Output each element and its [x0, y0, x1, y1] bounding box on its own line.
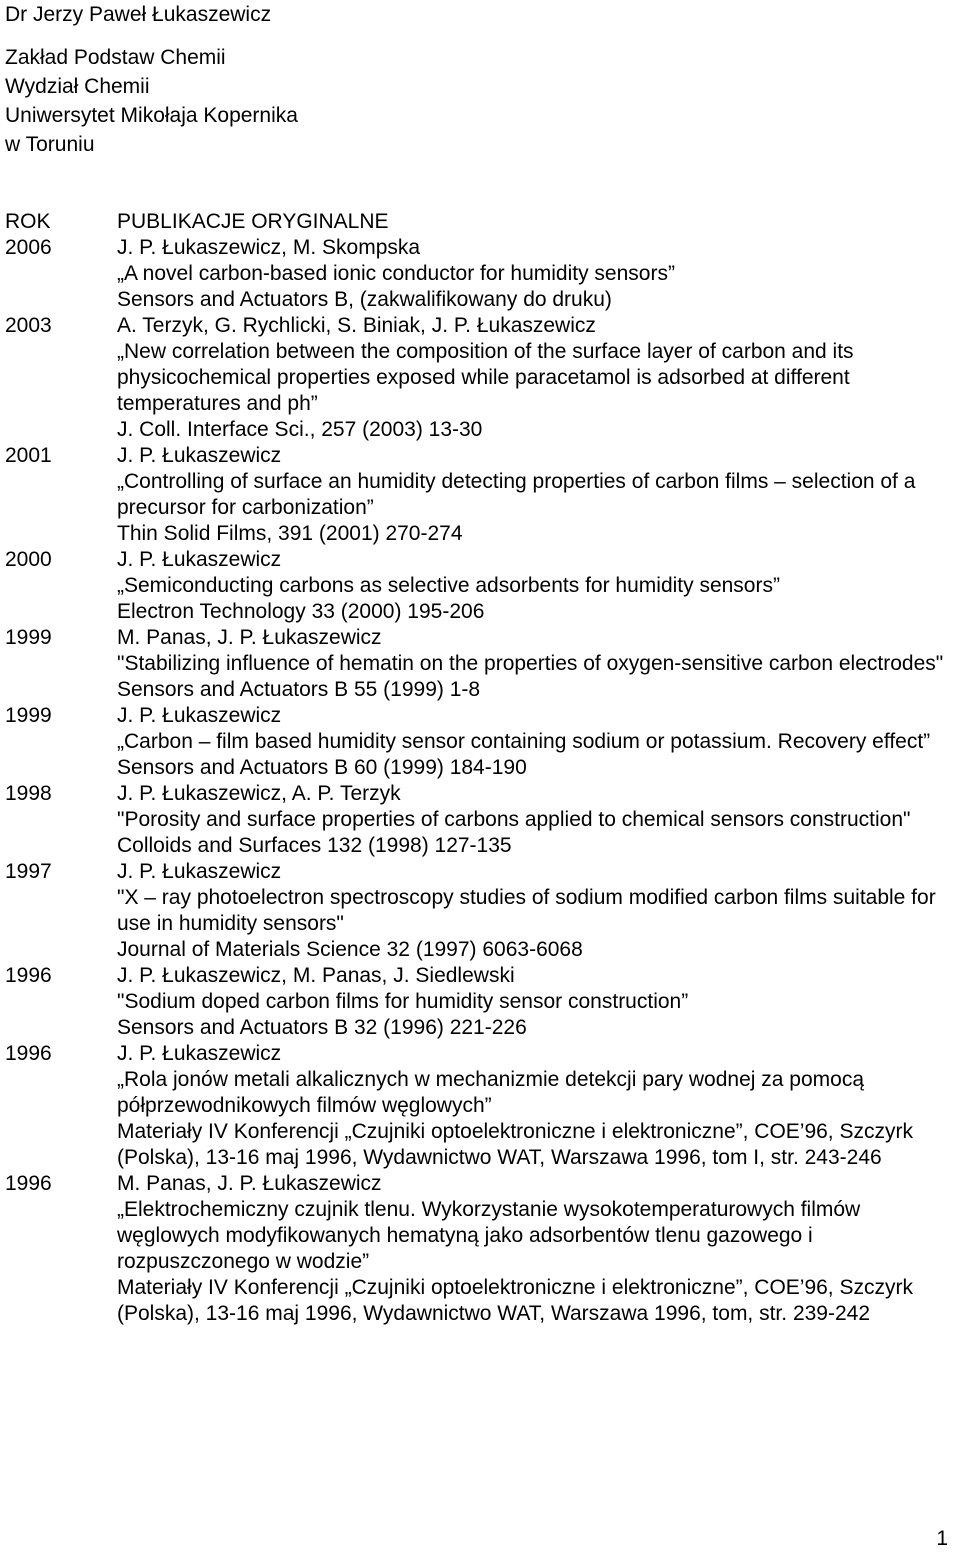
publication-row — [5, 781, 960, 859]
publication-details — [117, 443, 960, 547]
publication-source: Electron Technology 33 (2000) 195-206 — [117, 600, 485, 623]
publication-row — [5, 1041, 960, 1171]
publication-year: 1999 — [5, 626, 52, 649]
publication-authors: A. Terzyk, G. Rychlicki, S. Biniak, J. P. Łukaszewicz — [117, 314, 596, 337]
publication-source: Sensors and Actuators B 55 (1999) 1-8 — [117, 678, 481, 701]
publication-details — [117, 859, 960, 963]
publication-title: „Carbon – film based humidity sensor containing sodium or potassium. Recovery effect” — [117, 730, 931, 753]
publication-title: „Elektrochemiczny czujnik tlenu. Wykorzystanie wysokotemperaturowych filmów węglowych modyfikowanych hematyną jako adsorbentów tlenu gazowego i rozpuszczonego w wodzie” — [117, 1198, 861, 1273]
publication-source: J. Coll. Interface Sci., 257 (2003) 13-30 — [117, 418, 483, 441]
publication-year: 1996 — [5, 1042, 52, 1065]
column-header-publications: PUBLIKACJE ORYGINALNE — [117, 210, 389, 233]
document-page — [5, 0, 960, 1327]
publication-authors: J. P. Łukaszewicz — [117, 704, 282, 727]
publication-row — [5, 859, 960, 963]
affiliation-line: Wydział Chemii — [5, 75, 150, 98]
publication-authors: J. P. Łukaszewicz, A. P. Terzyk — [117, 782, 401, 805]
publication-year: 1999 — [5, 704, 52, 727]
publication-authors: J. P. Łukaszewicz, M. Skompska — [117, 236, 421, 259]
publication-title: „Rola jonów metali alkalicznych w mechanizmie detekcji pary wodnej za pomocą półprzewodnikowych filmów węglowych” — [117, 1068, 864, 1117]
publication-details — [117, 1041, 960, 1171]
publication-year: 1996 — [5, 964, 52, 987]
publication-details — [117, 313, 960, 443]
publication-row — [5, 547, 960, 625]
publication-source: Journal of Materials Science 32 (1997) 6063-6068 — [117, 938, 583, 961]
publication-title: „Controlling of surface an humidity detecting properties of carbon films – selection of a precursor for carbonization” — [117, 470, 916, 519]
publication-details — [117, 235, 960, 313]
publication-row — [5, 235, 960, 313]
publication-source: Colloids and Surfaces 132 (1998) 127-135 — [117, 834, 512, 857]
table-header — [5, 209, 960, 235]
publication-title: "Sodium doped carbon films for humidity sensor construction” — [117, 990, 689, 1013]
publication-details — [117, 547, 960, 625]
publication-authors: J. P. Łukaszewicz — [117, 444, 282, 467]
publication-row — [5, 1171, 960, 1327]
column-header-year: ROK — [5, 210, 51, 233]
publication-row — [5, 313, 960, 443]
publication-year: 1998 — [5, 782, 52, 805]
publication-source: Thin Solid Films, 391 (2001) 270-274 — [117, 522, 463, 545]
affiliation-line: Uniwersytet Mikołaja Kopernika — [5, 104, 298, 127]
author-name: Dr Jerzy Paweł Łukaszewicz — [5, 3, 272, 26]
publication-authors: J. P. Łukaszewicz — [117, 860, 282, 883]
publication-source: Materiały IV Konferencji „Czujniki optoelektroniczne i elektroniczne”, COE’96, Szczyrk (Polska), 13-16 maj 1996, Wydawnictwo WAT, Warszawa 1996, tom I, str. 243-246 — [117, 1120, 913, 1169]
publication-source: Sensors and Actuators B 60 (1999) 184-190 — [117, 756, 527, 779]
publication-year: 2001 — [5, 444, 52, 467]
publication-source: Materiały IV Konferencji „Czujniki optoelektroniczne i elektroniczne”, COE’96, Szczyrk (Polska), 13-16 maj 1996, Wydawnictwo WAT, Warszawa 1996, tom, str. 239-242 — [117, 1276, 913, 1325]
publication-details — [117, 781, 960, 859]
publication-year: 2003 — [5, 314, 52, 337]
publication-year: 2000 — [5, 548, 52, 571]
publication-row — [5, 703, 960, 781]
page-number: 1 — [936, 1527, 948, 1550]
affiliation-line: Zakład Podstaw Chemii — [5, 46, 226, 69]
publication-authors: M. Panas, J. P. Łukaszewicz — [117, 626, 382, 649]
publication-authors: J. P. Łukaszewicz, M. Panas, J. Siedlewski — [117, 964, 515, 987]
publication-source: Sensors and Actuators B 32 (1996) 221-226 — [117, 1016, 527, 1039]
publication-title: "X – ray photoelectron spectroscopy studies of sodium modified carbon films suitable for use in humidity sensors" — [117, 886, 936, 935]
publication-details — [117, 1171, 960, 1327]
affiliation-line: w Toruniu — [5, 133, 95, 156]
publication-authors: J. P. Łukaszewicz — [117, 548, 282, 571]
publication-details — [117, 963, 960, 1041]
publication-year: 1997 — [5, 860, 52, 883]
publication-row — [5, 443, 960, 547]
publication-title: „A novel carbon-based ionic conductor for humidity sensors” — [117, 262, 675, 285]
publication-title: „Semiconducting carbons as selective adsorbents for humidity sensors” — [117, 574, 780, 597]
publication-details — [117, 625, 960, 703]
publication-row — [5, 625, 960, 703]
publication-title: "Stabilizing influence of hematin on the properties of oxygen-sensitive carbon electrodes" — [117, 652, 944, 675]
publication-year: 1996 — [5, 1172, 52, 1195]
affiliation-block — [5, 43, 960, 159]
publication-title: "Porosity and surface properties of carbons applied to chemical sensors construction" — [117, 808, 911, 831]
publication-details — [117, 703, 960, 781]
publication-year: 2006 — [5, 236, 52, 259]
publications-table — [5, 209, 960, 1327]
publication-authors: M. Panas, J. P. Łukaszewicz — [117, 1172, 382, 1195]
publication-source: Sensors and Actuators B, (zakwalifikowany do druku) — [117, 288, 612, 311]
publication-title: „New correlation between the composition of the surface layer of carbon and its physicochemical properties exposed while paracetamol is adsorbed at different temperatures and ph” — [117, 340, 854, 415]
publication-list — [5, 235, 960, 1327]
publication-row — [5, 963, 960, 1041]
publication-authors: J. P. Łukaszewicz — [117, 1042, 282, 1065]
